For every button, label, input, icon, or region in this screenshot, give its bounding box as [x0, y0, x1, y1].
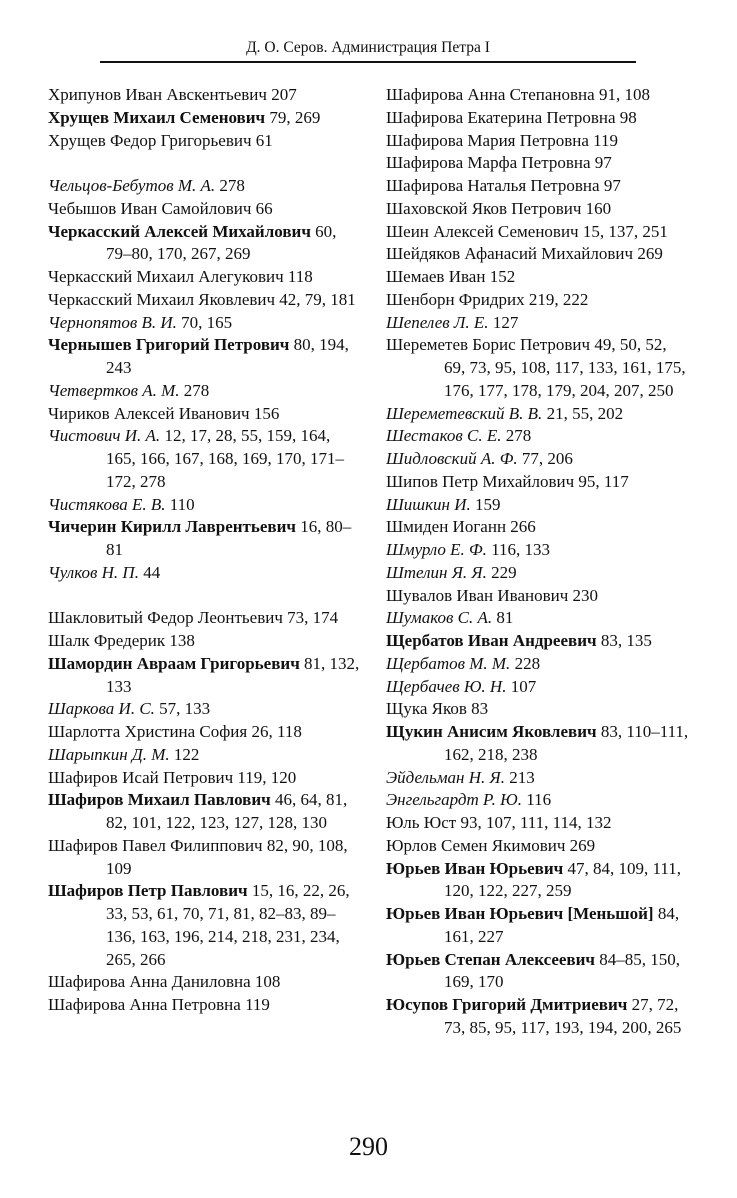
index-entry [48, 607, 364, 630]
index-entry-pages: 266 [510, 517, 536, 537]
index-entry-name: Щукин Анисим Яковлевич [386, 722, 597, 741]
index-entry-pages: 229 [491, 562, 517, 582]
index-entry [386, 221, 692, 244]
index-entry-name: Шафирова Анна Степановна [386, 85, 595, 104]
index-entry [386, 130, 692, 153]
index-entry [386, 630, 692, 653]
index-entry-name: Шереметевский В. В. [386, 403, 543, 423]
index-entry-name: Чистякова Е. В. [48, 494, 166, 514]
index-entry-pages: 49, 50, 52, 69, 73, 95, 108, 117, 133, 161, 175, 176, 177, 178, 179, 204, 207, 250 [444, 335, 686, 400]
index-entry-pages: 110 [169, 494, 195, 514]
index-entry-name: Шестаков С. Е. [386, 426, 502, 446]
index-entry [48, 698, 364, 721]
index-entry-pages: 207 [271, 85, 297, 104]
index-entry-pages: 81 [496, 608, 514, 628]
index-entry-name: Хрипунов Иван Авскентьевич [48, 85, 267, 104]
index-entry-pages: 127 [492, 312, 519, 332]
index-entry [48, 971, 364, 994]
index-entry [386, 84, 692, 107]
index-entry [386, 448, 692, 471]
index-entry-name: Шафирова Наталья Петровна [386, 176, 600, 195]
index-entry-pages: 119 [593, 130, 618, 150]
index-entry [386, 243, 692, 266]
index-entry [48, 516, 364, 562]
index-entry [386, 539, 692, 562]
index-entry-pages: 42, 79, 181 [279, 289, 356, 309]
index-entry-pages: 57, 133 [159, 699, 211, 719]
index-entry-name: Шипов Петр Михайлович [386, 471, 575, 491]
index-entry-name: Юрлов Семен Якимович [386, 835, 566, 855]
index-entry-name: Шаркова И. С. [48, 699, 155, 719]
index-entry-name: Шакловитый Федор Леонтьевич [48, 608, 283, 628]
index-entry [48, 130, 364, 153]
index-section-gap [48, 585, 364, 608]
index-entry-pages: 119 [245, 995, 270, 1014]
index-entry-pages: 156 [253, 403, 280, 423]
index-entry-name: Юль Юст [386, 813, 457, 832]
index-entry [48, 84, 364, 107]
index-entry-pages: 91, 108 [598, 85, 650, 104]
index-entry-name: Штелин Я. Я. [386, 562, 487, 582]
index-entry-name: Чистович И. А. [48, 426, 161, 446]
index-entry-pages: 269 [569, 835, 596, 855]
index-entry [386, 789, 692, 812]
index-entry-name: Шеин Алексей Семенович [386, 221, 579, 241]
index-entry-name: Шафирова Анна Петровна [48, 995, 241, 1014]
index-entry-pages: 159 [474, 494, 501, 514]
index-entry-pages: 118 [287, 267, 313, 286]
index-entry-pages: 70, 165 [181, 312, 233, 332]
index-column-left [48, 84, 364, 1017]
index-entry-pages: 98 [619, 107, 637, 127]
index-entry-pages: 278 [183, 380, 210, 400]
index-entry [48, 880, 364, 971]
index-entry-name: Хрущев Михаил Семенович [48, 107, 266, 127]
index-entry-pages: 77, 206 [521, 449, 573, 468]
index-entry-name: Черкасский Алексей Михайлович [48, 221, 311, 241]
index-entry-name: Шамордин Авраам Григорьевич [48, 653, 300, 673]
index-entry-name: Черкасский Михаил Алегукович [48, 267, 284, 286]
index-entry-name: Чернопятов В. И. [48, 312, 177, 332]
index-entry-pages: 278 [505, 426, 532, 446]
index-column-right [386, 84, 692, 1040]
index-entry [386, 107, 692, 130]
running-head: Д. О. Серов. Администрация Петра I [100, 38, 636, 63]
index-entry-pages: 82, 90, 108, 109 [106, 835, 348, 878]
index-entry-name: Шереметев Борис Петрович [386, 335, 591, 355]
index-entry [48, 175, 364, 198]
index-entry-name: Четвертков А. М. [48, 380, 180, 400]
index-entry-pages: 230 [572, 585, 599, 605]
index-entry-pages: 46, 64, 81, 82, 101, 122, 123, 127, 128, 130 [106, 790, 348, 832]
index-entry-pages: 269 [637, 244, 663, 264]
index-entry-name: Шаховской Яков Петрович [386, 198, 582, 218]
index-entry [386, 312, 692, 335]
index-entry [48, 721, 364, 744]
index-entry [48, 221, 364, 267]
index-entry [48, 380, 364, 403]
index-entry [48, 835, 364, 881]
index-entry [386, 334, 692, 402]
index-entry [386, 858, 692, 904]
index-entry-name: Чебышов Иван Самойлович [48, 198, 252, 218]
index-entry-name: Шафиров Исай Петрович [48, 767, 234, 787]
index-entry-name: Шемаев Иван [386, 267, 486, 286]
index-entry [386, 676, 692, 699]
index-entry-pages: 15, 16, 22, 26, 33, 53, 61, 70, 71, 81, 82–83, 89–136, 163, 196, 214, 218, 231, 234, 265, 266 [106, 881, 350, 969]
index-entry-name: Чириков Алексей Иванович [48, 403, 250, 423]
page-number: 290 [349, 1132, 388, 1161]
index-entry-pages: 152 [489, 267, 516, 286]
index-section-gap [48, 152, 364, 175]
index-entry-pages: 83, 110–111, 162, 218, 238 [444, 722, 689, 764]
index-entry-name: Шумаков С. А. [386, 608, 493, 628]
index-entry [48, 334, 364, 380]
index-entry-pages: 80, 194, 243 [106, 335, 349, 377]
index-entry-name: Шенборн Фридрих [386, 289, 525, 309]
index-entry [48, 107, 364, 130]
index-entry-pages: 15, 137, 251 [582, 221, 668, 241]
index-entry-name: Шафирова Мария Петровна [386, 130, 589, 150]
index-entry [48, 494, 364, 517]
index-entry [48, 425, 364, 493]
index-entry [386, 835, 692, 858]
index-entry-name: Шмиден Иоганн [386, 517, 507, 537]
index-entry-name: Чернышев Григорий Петрович [48, 335, 290, 355]
index-entry [48, 198, 364, 221]
index-entry [386, 152, 692, 175]
index-entry-pages: 83 [471, 699, 489, 719]
index-entry-pages: 47, 84, 109, 111, 120, 122, 227, 259 [444, 858, 681, 901]
index-entry [386, 289, 692, 312]
index-entry-pages: 97 [594, 153, 612, 173]
index-entry-pages: 97 [603, 176, 621, 195]
index-entry-pages: 108 [254, 972, 281, 992]
index-entry-name: Шафиров Михаил Павлович [48, 790, 271, 810]
index-entry [48, 630, 364, 653]
index-entry [48, 789, 364, 835]
index-entry-name: Шепелев Л. Е. [386, 312, 489, 332]
index-entry-name: Щербачев Ю. Н. [386, 676, 507, 696]
index-entry [48, 744, 364, 767]
index-entry-pages: 95, 117 [578, 471, 629, 491]
index-entry [386, 698, 692, 721]
index-entry-pages: 73, 174 [287, 608, 339, 628]
index-entry-name: Шафирова Анна Даниловна [48, 972, 251, 992]
index-entry-name: Шувалов Иван Иванович [386, 585, 569, 605]
index-entry-pages: 84–85, 150, 169, 170 [444, 949, 680, 992]
index-entry-name: Юрьев Иван Юрьевич [Меньшой] [386, 904, 654, 923]
index-entry-pages: 160 [585, 198, 612, 218]
index-entry-name: Юрьев Степан Алексеевич [386, 949, 595, 969]
index-entry [386, 562, 692, 585]
index-entry-pages: 138 [169, 631, 195, 650]
index-entry [386, 516, 692, 539]
index-entry-name: Шафирова Екатерина Петровна [386, 107, 616, 127]
index-entry-name: Щука Яков [386, 699, 467, 719]
index-entry-name: Щербатов Иван Андреевич [386, 631, 597, 650]
index-entry-name: Шарыпкин Д. М. [48, 744, 170, 764]
index-entry-pages: 116 [526, 790, 552, 810]
index-entry [386, 812, 692, 835]
index-entry [386, 425, 692, 448]
index-entry-name: Шишкин И. [386, 494, 471, 514]
index-entry [386, 175, 692, 198]
index-entry-pages: 83, 135 [600, 631, 652, 650]
index-entry [386, 767, 692, 790]
index-entry-pages: 93, 107, 111, 114, 132 [460, 813, 612, 832]
index-entry-pages: 44 [143, 562, 161, 582]
index-entry [386, 266, 692, 289]
index-entry-name: Юсупов Григорий Дмитриевич [386, 995, 628, 1014]
index-entry-name: Шалк Фредерик [48, 631, 166, 650]
index-entry [48, 312, 364, 335]
index-entry-pages: 79, 269 [269, 107, 321, 127]
index-entry-pages: 107 [510, 676, 537, 696]
index-entry-name: Черкасский Михаил Яковлевич [48, 289, 276, 309]
index-entry-name: Шидловский А. Ф. [386, 449, 518, 468]
index-entry-pages: 228 [514, 653, 541, 673]
index-entry-name: Шафиров Павел Филиппович [48, 835, 263, 855]
index-entry [386, 471, 692, 494]
index-entry [48, 653, 364, 699]
index-entry-pages: 84, 161, 227 [444, 904, 680, 946]
index-entry [386, 403, 692, 426]
index-entry-name: Чельцов-Бебутов М. А. [48, 176, 216, 195]
index-entry-pages: 12, 17, 28, 55, 159, 164, 165, 166, 167, 168, 169, 170, 171–172, 278 [106, 426, 344, 491]
index-entry [386, 903, 692, 949]
index-entry [48, 266, 364, 289]
index-entry-name: Шейдяков Афанасий Михайлович [386, 244, 634, 264]
index-entry-name: Энгельгардт Р. Ю. [386, 790, 522, 810]
index-entry-pages: 213 [509, 767, 535, 787]
index-entry-name: Шафиров Петр Павлович [48, 881, 248, 901]
index-entry [386, 585, 692, 608]
index-entry-pages: 27, 72, 73, 85, 95, 117, 193, 194, 200, 265 [444, 995, 682, 1037]
index-entry-name: Юрьев Иван Юрьевич [386, 858, 564, 878]
index-entry-pages: 66 [255, 198, 273, 218]
index-entry [386, 653, 692, 676]
index-entry-pages: 119, 120 [237, 767, 297, 787]
index-entry [48, 403, 364, 426]
index-entry [386, 994, 692, 1040]
index-entry-pages: 60, 79–80, 170, 267, 269 [106, 221, 337, 264]
index-entry-pages: 81, 132, 133 [106, 653, 360, 696]
index-entry-name: Хрущев Федор Григорьевич [48, 130, 252, 150]
index-entry [48, 767, 364, 790]
index-entry-name: Эйдельман Н. Я. [386, 767, 505, 787]
index-entry [386, 721, 692, 767]
index-entry-pages: 26, 118 [251, 722, 302, 741]
index-entry [386, 949, 692, 995]
index-entry [48, 562, 364, 585]
index-entry-pages: 16, 80–81 [106, 517, 352, 559]
index-entry-pages: 122 [173, 744, 200, 764]
index-entry-pages: 116, 133 [491, 540, 551, 559]
index-entry-name: Шмурло Е. Ф. [386, 540, 487, 559]
index-entry [386, 494, 692, 517]
index-entry-name: Чичерин Кирилл Лаврентьевич [48, 517, 296, 537]
index-entry [386, 198, 692, 221]
index-entry-name: Шафирова Марфа Петровна [386, 153, 591, 173]
index-entry [386, 607, 692, 630]
index-entry [48, 289, 364, 312]
index-entry-pages: 61 [255, 130, 273, 150]
index-entry [48, 994, 364, 1017]
index-entry-pages: 219, 222 [528, 289, 589, 309]
index-entry-pages: 278 [219, 176, 245, 195]
index-entry-name: Щербатов М. М. [386, 653, 511, 673]
index-entry-pages: 21, 55, 202 [546, 403, 624, 423]
index-entry-name: Шарлотта Христина София [48, 722, 248, 741]
index-entry-name: Чулков Н. П. [48, 562, 139, 582]
